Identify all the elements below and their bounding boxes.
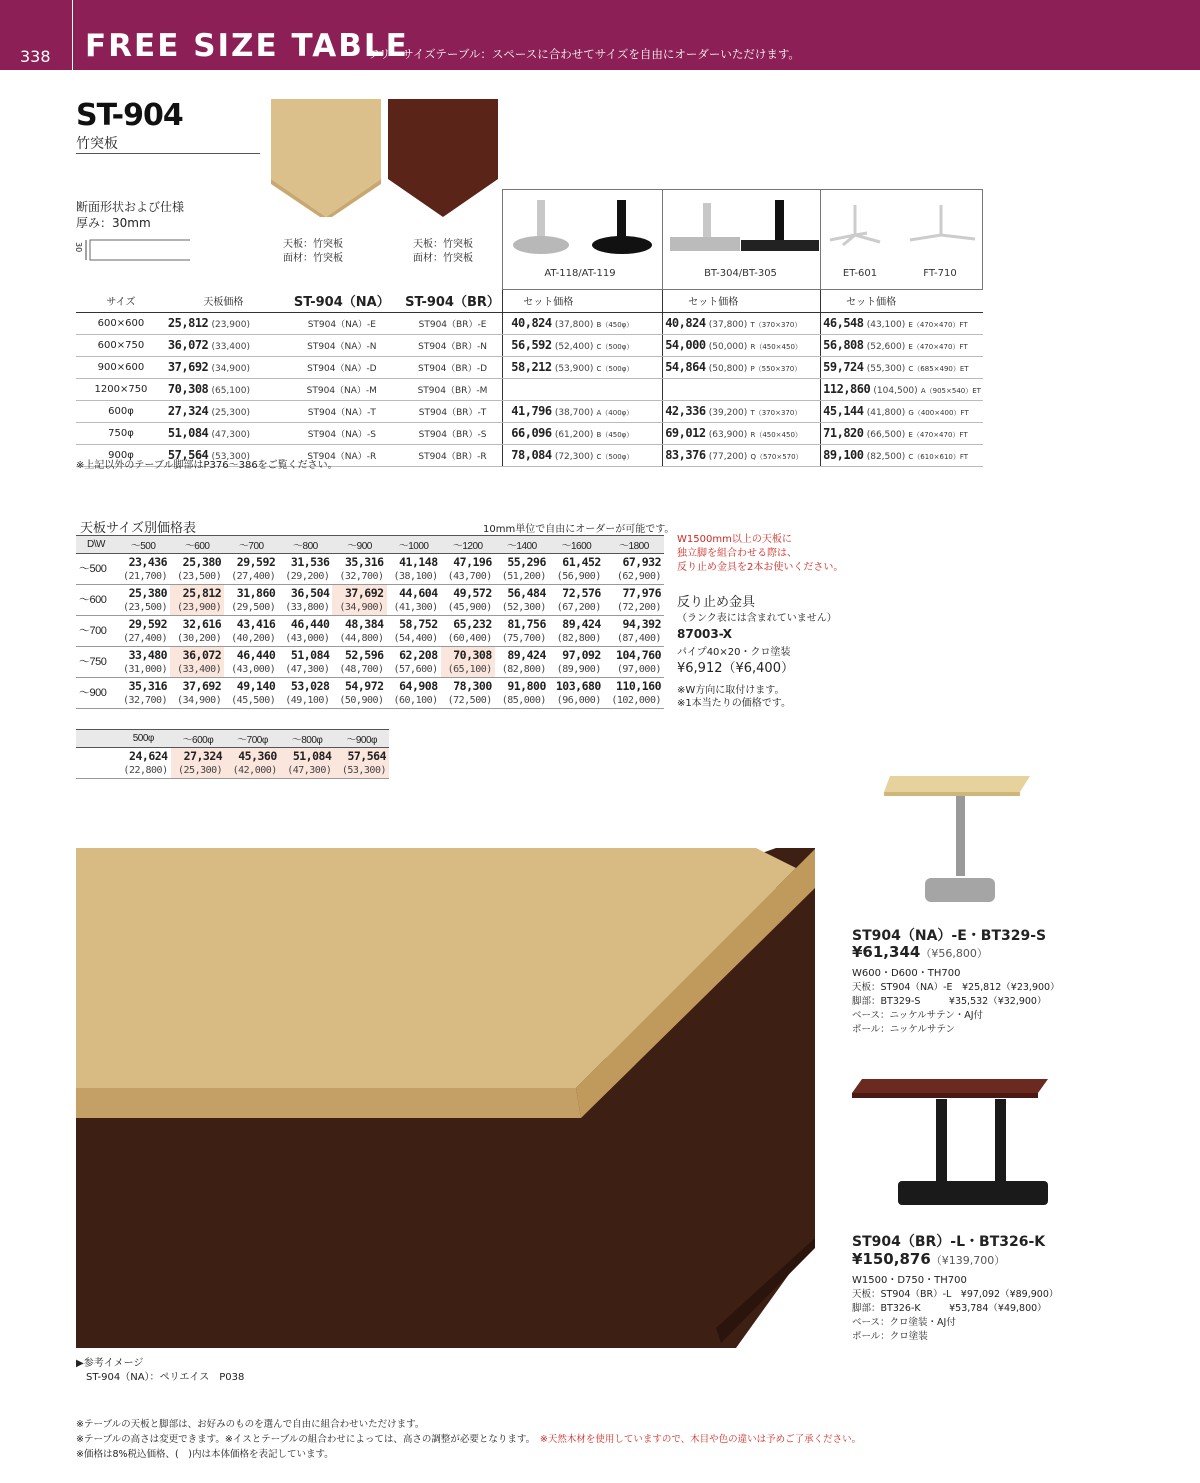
- leg-caption-ft: FT-710: [923, 268, 957, 279]
- product2-price: ¥150,876（¥139,700）: [852, 1250, 1006, 1268]
- swatch-br-edge: 面材：竹突板: [413, 253, 473, 264]
- table-row: 600×600 25,812 (23,900) ST904（NA）-E ST904（BR）-E 40,824 (37,800) B（450φ） 40,824 (37,800) T（370×370） 46,548 (43,100) E（470×470）FT: [76, 312, 983, 334]
- swatch-na-top: 天板：竹突板: [283, 239, 343, 250]
- table-row-sub: (27,400) (30,200) (40,200) (43,000) (44,800) (54,400) (60,400) (75,700) (82,800) (87,400): [76, 632, 664, 647]
- product2-size: W1500・D750・TH700: [852, 1275, 967, 1286]
- product1-details: 天板：ST904（NA）-E ¥25,812（¥23,900） 脚部：BT329-S ¥35,532（¥32,900） ベース：ニッケルサテン・AJ付 ポール：ニッケルサテン: [852, 982, 1060, 1035]
- section-label: 30: [74, 242, 83, 253]
- table-row-sub: (21,700) (23,500) (27,400) (29,200) (32,700) (38,100) (43,700) (51,200) (56,900) (62,900): [76, 570, 664, 585]
- table-row: 1200×750 70,308 (65,100) ST904（NA）-M ST904（BR）-M 112,860 (104,500) A（905×540）ET: [76, 378, 983, 400]
- table-row-sub: (32,700) (34,900) (45,500) (49,100) (50,900) (60,100) (72,500) (85,000) (96,000) (102,000): [76, 694, 664, 709]
- leg-caption-bt: BT-304/BT-305: [704, 268, 777, 279]
- price-table-main: サイズ 天板価格 ST-904（NA） ST-904（BR） セット価格 セット価格 セット価格 600×600 25,812 (23,900) ST904（NA）-E ST904（BR）-E 40,824 (37,800) B（450φ） 40,824 (37,800) T（370×370） 46,548 (43,100) E（470×470）FT 600×750 36,072 (33,400) ST904（NA）-N ST904（BR）-N 56,592 (52,400) C（500φ） 54,000 (50,000) R（450×450） 56,808 (52,600) E（470×470）FT 900×600 37,692 (34,900) ST904（NA）-D ST904（BR）-D 58,212 (53,900) C（500φ） 54,864 (50,800) P（550×370） 59,724 (55,300) C（685×490）ET 1200×750 70,308 (65,100) ST904（NA）-M ST904（BR）-M 112,860 (104,500) A（905×540）ET 600φ 27,324 (25,300) ST904（NA）-T ST904（BR）-T 41,796 (38,700) A（400φ） 42,336 (39,200) T（370×370） 45,144 (41,800) G（400×400）FT 750φ 51,084 (47,300) ST904（NA）-S ST904（BR）-S 66,096 (61,200) B（450φ） 69,012 (63,900) R（450×450） 71,820 (66,500) E（470×470）FT 900φ 57,564 (53,300) ST904（NA）-R ST904（BR）-R 78,084 (72,300) C（500φ） 83,376 (77,200) Q（570×570） 89,100 (82,500) C（610×610）FT: [76, 290, 983, 467]
- warp-spec: パイプ40×20・クロ塗装: [677, 647, 791, 658]
- product2-details: 天板：ST904（BR）-L ¥97,092（¥89,900） 脚部：BT326-K ¥53,784（¥49,800） ベース：クロ塗装・AJ付 ポール：クロ塗装: [852, 1289, 1059, 1342]
- warp-title: 反り止め金具: [677, 595, 756, 610]
- footer-notes: ※テーブルの天板と脚部は、お好みのものを選んで自由に組合わせいただけます。 ※テーブルの高さは変更できます。※イスとテーブルの組合わせによっては、高さの調整が必要となります。 ※天然木材を使用していますので、木目や色の違いは予めご了承ください。 ※価格は8%税込価格、( )内は本体価格を表記しています。: [76, 1419, 862, 1460]
- product1-image: [880, 768, 1040, 908]
- table-row: 900×600 37,692 (34,900) ST904（NA）-D ST904（BR）-D 58,212 (53,900) C（500φ） 54,864 (50,800) P（550×370） 59,724 (55,300) C（685×490）ET: [76, 356, 983, 378]
- warp-red-note: W1500mm以上の天板に 独立脚を組合わせる際は、 反り止め金具を2本お使いください。: [677, 534, 844, 573]
- warp-code: 87003-X: [677, 627, 733, 641]
- product2-image: [848, 1075, 1062, 1215]
- table-row: 750φ 51,084 (47,300) ST904（NA）-S ST904（BR）-S 66,096 (61,200) B（450φ） 69,012 (63,900) R（450×450） 71,820 (66,500) E（470×470）FT: [76, 422, 983, 444]
- product2-name: ST904（BR）-L・BT326-K: [852, 1234, 1046, 1250]
- table2-note: 10mm単位で自由にオーダーが可能です。: [483, 524, 675, 535]
- table-row: ～600 25,380 25,812 31,860 36,504 37,692 44,604 49,572 56,484 72,576 77,976: [76, 585, 664, 601]
- leg-caption-et: ET-601: [842, 268, 878, 279]
- reference-title: ▶参考イメージ: [76, 1358, 144, 1369]
- header-divider: [72, 0, 73, 70]
- table-row: ～900 35,316 37,692 49,140 53,028 54,972 64,908 78,300 91,800 103,680 110,160: [76, 678, 664, 694]
- table-header: D\W ～500 ～600 ～700 ～800 ～900 ～1000 ～1200 ～1400 ～1600 ～1800: [76, 536, 664, 554]
- spec-thickness: 厚み：30mm: [76, 216, 151, 230]
- price-table-round: 500φ ～600φ ～700φ ～800φ ～900φ 24,624 27,324 45,360 51,084 57,564 (22,800) (25,300) (42,000) (47,300) (53,300): [76, 729, 389, 779]
- page-number: 338: [20, 47, 51, 66]
- reference-photo: [76, 848, 815, 1348]
- page-subtitle: フリーサイズテーブル：スペースに合わせてサイズを自由にオーダーいただけます。: [368, 47, 800, 61]
- swatch-br-top: 天板：竹突板: [413, 239, 473, 250]
- model-material: 竹突板: [76, 136, 118, 152]
- leg-caption-at: AT-118/AT-119: [544, 268, 616, 279]
- table-row: ～700 29,592 32,616 43,416 46,440 48,384 58,752 65,232 81,756 89,424 94,392: [76, 616, 664, 632]
- table-row-sub: (31,000) (33,400) (43,000) (47,300) (48,700) (57,600) (65,100) (82,800) (89,900) (97,000): [76, 663, 664, 678]
- table-row: 900φ 57,564 (53,300) ST904（NA）-R ST904（BR）-R 78,084 (72,300) C（500φ） 83,376 (77,200) Q（570×570） 89,100 (82,500) C（610×610）FT: [76, 444, 983, 466]
- table-row-sub: (23,500) (23,900) (29,500) (33,800) (34,900) (41,300) (45,900) (52,300) (67,200) (72,200): [76, 601, 664, 616]
- table2-title: 天板サイズ別価格表: [80, 521, 196, 536]
- swatch-br: [388, 99, 498, 217]
- table-row: 600φ 27,324 (25,300) ST904（NA）-T ST904（BR）-T 41,796 (38,700) A（400φ） 42,336 (39,200) T（370×370） 45,144 (41,800) G（400×400）FT: [76, 400, 983, 422]
- swatch-na: [271, 99, 381, 217]
- swatch-na-edge: 面材：竹突板: [283, 253, 343, 264]
- table-row: ～750 33,480 36,072 46,440 51,084 52,596 62,208 70,308 89,424 97,092 104,760: [76, 647, 664, 663]
- warp-note-2: ※1本当たりの価格です。: [677, 698, 791, 709]
- model-name: ST-904: [76, 98, 183, 133]
- table-row: 600×750 36,072 (33,400) ST904（NA）-N ST904（BR）-N 56,592 (52,400) C（500φ） 54,000 (50,000) R（450×450） 56,808 (52,600) E（470×470）FT: [76, 334, 983, 356]
- product1-size: W600・D600・TH700: [852, 968, 961, 979]
- warp-sub: （ランク表には含まれていません）: [677, 613, 837, 624]
- product1-price: ¥61,344（¥56,800）: [852, 943, 988, 961]
- warp-note-1: ※W方向に取付けます。: [677, 685, 785, 696]
- table1-note: ※上記以外のテーブル脚部はP376～386をご覧ください。: [76, 460, 338, 471]
- page-title: FREE SIZE TABLE: [85, 28, 409, 64]
- reference-text: ST-904（NA）：ペリエイス P038: [86, 1372, 245, 1383]
- section-diagram: [74, 236, 194, 266]
- model-underline: [76, 153, 260, 154]
- warp-price: ¥6,912（¥6,400）: [677, 661, 794, 676]
- price-table-size: [76, 535, 664, 709]
- product1-name: ST904（NA）-E・BT329-S: [852, 928, 1047, 944]
- leg-illustrations: [505, 195, 980, 260]
- spec-title: 断面形状および仕様: [76, 200, 185, 214]
- table-row: ～500 23,436 25,380 29,592 31,536 35,316 41,148 47,196 55,296 61,452 67,932: [76, 554, 664, 570]
